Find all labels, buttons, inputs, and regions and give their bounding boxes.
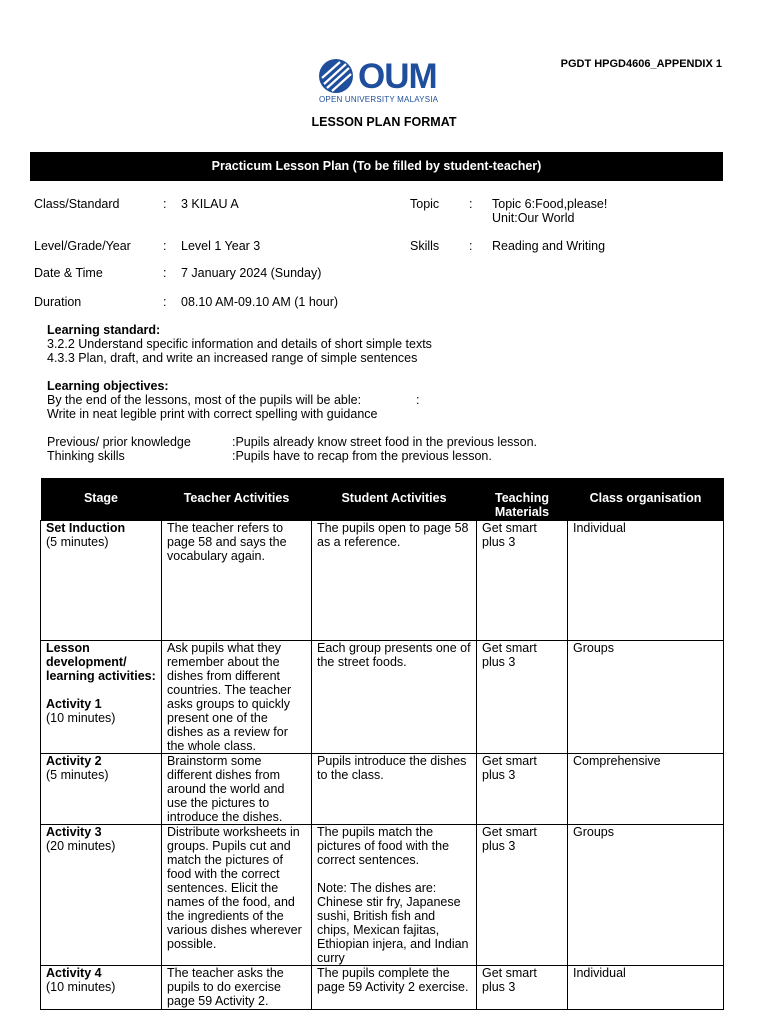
lesson-plan-table	[40, 478, 724, 1010]
stage-time: (10 minutes)	[46, 711, 116, 725]
date-value: 7 January 2024 (Sunday)	[181, 266, 322, 280]
prior-knowledge-label: Previous/ prior knowledge	[47, 435, 191, 449]
level-label: Level/Grade/Year	[34, 239, 131, 253]
stage-time: (20 minutes)	[46, 839, 116, 853]
materials-cell: Get smart plus 3	[477, 641, 568, 754]
student-activity-text: The pupils match the pictures of food with the correct sentences.	[317, 825, 450, 867]
skills-colon: :	[469, 239, 473, 253]
header-teacher-activities: Teacher Activities	[162, 478, 312, 521]
materials-cell: Get smart plus 3	[477, 966, 568, 1010]
learning-objectives-line1: By the end of the lessons, most of the pupils will be able:	[47, 393, 362, 407]
lesson-plan-banner: Practicum Lesson Plan (To be filled by student-teacher)	[30, 152, 723, 181]
topic-colon: :	[469, 197, 473, 211]
materials-cell: Get smart plus 3	[477, 754, 568, 825]
student-activity-cell: The pupils complete the page 59 Activity 2 exercise.	[312, 966, 477, 1010]
topic-value-line1: Topic 6:Food,please!	[492, 197, 608, 211]
duration-label: Duration	[34, 295, 82, 309]
stage-time: (5 minutes)	[46, 535, 109, 549]
table-row	[41, 521, 724, 641]
date-label: Date & Time	[34, 266, 103, 280]
organisation-cell: Groups	[568, 825, 724, 966]
duration-value: 08.10 AM-09.10 AM (1 hour)	[181, 295, 339, 309]
duration-colon: :	[163, 295, 167, 309]
table-header-row	[41, 478, 724, 521]
organisation-cell: Groups	[568, 641, 724, 754]
table-row	[41, 641, 724, 754]
table-row	[41, 825, 724, 966]
oum-globe-icon	[318, 58, 354, 94]
stage-time: (10 minutes)	[46, 980, 116, 994]
level-value: Level 1 Year 3	[181, 239, 261, 253]
date-colon: :	[163, 266, 167, 280]
class-colon: :	[163, 197, 167, 211]
teacher-activity-cell: The teacher asks the pupils to do exercise page 59 Activity 2.	[162, 966, 312, 1010]
organisation-cell: Individual	[568, 966, 724, 1010]
teacher-activity-cell: Ask pupils what they remember about the dishes from different countries. The teacher asks groups to quickly present one of the dishes as a review for the whole class.	[162, 641, 312, 754]
logo-subtitle: OPEN UNIVERSITY MALAYSIA	[319, 95, 439, 104]
stage-title: Activity 3	[46, 825, 102, 839]
stage-title: Set Induction	[46, 521, 126, 535]
prior-knowledge-value: :Pupils already know street food in the previous lesson.	[232, 435, 538, 449]
logo-brand: OUM	[358, 57, 437, 96]
teacher-activity-cell: Brainstorm some different dishes from around the world and use the pictures to introduce the dishes.	[162, 754, 312, 825]
stage-title: Activity 4	[46, 966, 102, 980]
stage-cell	[41, 521, 162, 641]
table-row	[41, 754, 724, 825]
skills-value: Reading and Writing	[492, 239, 606, 253]
header-class-organisation: Class organisation	[568, 478, 724, 521]
class-value: 3 KILAU A	[181, 197, 239, 211]
document-title: LESSON PLAN FORMAT	[311, 115, 457, 129]
table-row	[41, 966, 724, 1010]
student-activity-cell: Pupils introduce the dishes to the class.	[312, 754, 477, 825]
stage-cell	[41, 754, 162, 825]
student-activity-cell: The pupils open to page 58 as a reference.	[312, 521, 477, 641]
learning-objectives-colon: :	[416, 393, 420, 407]
thinking-skills-label: Thinking skills	[47, 449, 125, 463]
stage-subtitle: Activity 1	[46, 697, 102, 711]
oum-logo	[318, 57, 439, 104]
thinking-skills-value: :Pupils have to recap from the previous lesson.	[232, 449, 492, 463]
header-student-activities: Student Activities	[312, 478, 477, 521]
teacher-activity-cell: The teacher refers to page 58 and says the vocabulary again.	[162, 521, 312, 641]
learning-objectives-heading: Learning objectives:	[47, 379, 169, 393]
header-teaching-materials: Teaching Materials	[477, 478, 568, 521]
learning-objectives-line2: Write in neat legible print with correct spelling with guidance	[47, 407, 378, 421]
skills-label: Skills	[410, 239, 440, 253]
learning-standard-heading: Learning standard:	[47, 323, 161, 337]
stage-title: Lesson development/ learning activities:	[46, 641, 156, 683]
learning-standard-line2: 4.3.3 Plan, draft, and write an increased range of simple sentences	[47, 351, 418, 365]
teacher-activity-cell: Distribute worksheets in groups. Pupils cut and match the pictures of food with the correct sentences. Elicit the names of the food, and the ingredients of the various dishes wherever possible.	[162, 825, 312, 966]
stage-cell	[41, 641, 162, 754]
class-label: Class/Standard	[34, 197, 120, 211]
topic-label: Topic	[410, 197, 440, 211]
student-activity-cell	[312, 825, 477, 966]
organisation-cell: Comprehensive	[568, 754, 724, 825]
header-stage: Stage	[41, 478, 162, 521]
topic-value-line2: Unit:Our World	[492, 211, 575, 225]
organisation-cell: Individual	[568, 521, 724, 641]
appendix-label: PGDT HPGD4606_APPENDIX 1	[560, 58, 722, 70]
materials-cell: Get smart plus 3	[477, 521, 568, 641]
level-colon: :	[163, 239, 167, 253]
learning-standard-line1: 3.2.2 Understand specific information and details of short simple texts	[47, 337, 432, 351]
stage-cell	[41, 825, 162, 966]
materials-cell: Get smart plus 3	[477, 825, 568, 966]
student-activity-cell: Each group presents one of the street foods.	[312, 641, 477, 754]
student-activity-note: Note: The dishes are: Chinese stir fry, Japanese sushi, British fish and chips, Mexican fajitas, Ethiopian injera, and Indian curry	[317, 881, 469, 965]
stage-cell	[41, 966, 162, 1010]
stage-time: (5 minutes)	[46, 768, 109, 782]
stage-title: Activity 2	[46, 754, 102, 768]
